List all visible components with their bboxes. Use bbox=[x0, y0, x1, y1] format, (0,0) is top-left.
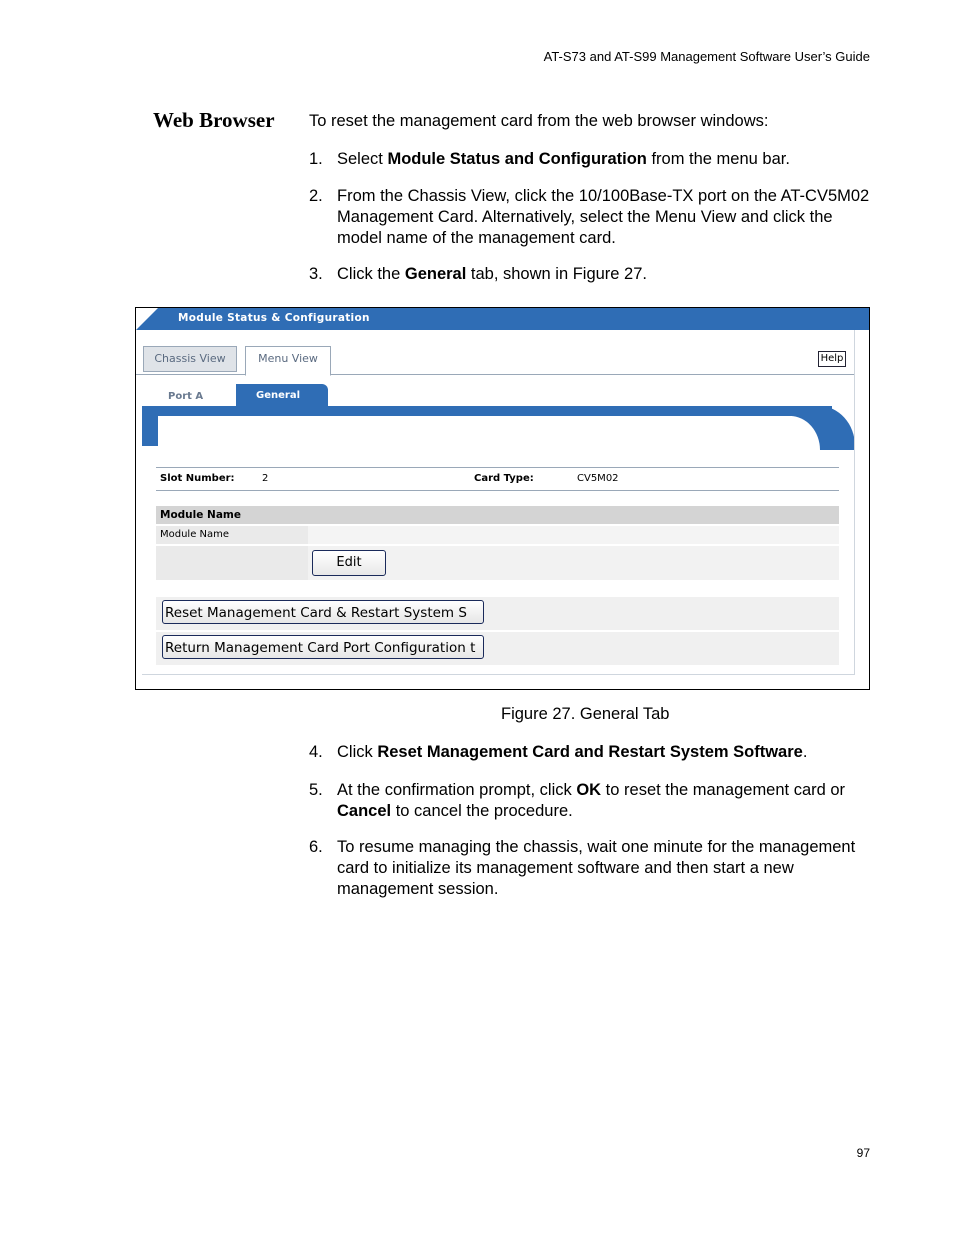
module-name-header: Module Name bbox=[156, 506, 839, 524]
figure-caption: Figure 27. General Tab bbox=[501, 705, 670, 723]
tab-general-label: General bbox=[256, 390, 300, 401]
module-name-row bbox=[156, 526, 839, 544]
title-bar bbox=[136, 308, 869, 330]
step-number: 4. bbox=[309, 743, 323, 761]
menu-view-tab[interactable]: Menu View bbox=[245, 346, 331, 376]
panel-right-border bbox=[854, 330, 855, 675]
card-type-label: Card Type: bbox=[474, 473, 534, 484]
section-title: Web Browser bbox=[153, 108, 275, 132]
intro-text: To reset the management card from the web browser windows: bbox=[309, 112, 769, 130]
module-name-label: Module Name bbox=[160, 529, 230, 540]
tab-general[interactable] bbox=[236, 384, 328, 408]
step-5: 5. At the confirmation prompt, click OK to reset the management card or Cancel to cancel the procedure. bbox=[309, 781, 846, 820]
edit-button[interactable]: Edit bbox=[312, 550, 386, 576]
step-number: 2. bbox=[309, 187, 323, 205]
tab-panel-inner bbox=[158, 416, 792, 450]
chassis-view-tab[interactable]: Chassis View bbox=[143, 346, 237, 372]
card-info-row bbox=[156, 467, 839, 491]
card-type-value: CV5M02 bbox=[577, 473, 619, 484]
step-number: 6. bbox=[309, 838, 323, 856]
page-number: 97 bbox=[856, 1146, 870, 1160]
return-port-config-button[interactable]: Return Management Card Port Configuration t bbox=[162, 635, 484, 659]
slot-number-value: 2 bbox=[262, 473, 269, 484]
figure-general-tab bbox=[135, 307, 870, 690]
window-title: Module Status & Configuration bbox=[178, 312, 370, 324]
running-header: AT-S73 and AT-S99 Management Software User’s Guide bbox=[543, 49, 870, 64]
slot-number-label: Slot Number: bbox=[160, 473, 235, 484]
panel-bottom-border bbox=[142, 674, 854, 675]
step-number: 5. bbox=[309, 781, 323, 799]
step-3: 3. Click the General tab, shown in Figure 27. bbox=[309, 265, 647, 283]
module-name-value bbox=[308, 526, 839, 544]
step-1: 1. Select Module Status and Configuration from the menu bar. bbox=[309, 150, 790, 168]
step-number: 1. bbox=[309, 150, 323, 168]
help-button[interactable]: Help bbox=[818, 351, 846, 367]
step-6: 6. To resume managing the chassis, wait one minute for the management card to initialize its management software and then start a new management session. bbox=[309, 838, 856, 898]
tab-port-a[interactable]: Port A bbox=[168, 391, 204, 402]
view-tab-divider bbox=[136, 374, 854, 375]
step-2: 2. From the Chassis View, click the 10/100Base-TX port on the AT-CV5M02 Management Card. Alternatively, select the Menu View and click the model name of the management card. bbox=[309, 187, 870, 247]
step-4: 4. Click Reset Management Card and Restart System Software. bbox=[309, 743, 808, 761]
reset-management-card-button[interactable]: Reset Management Card & Restart System S bbox=[162, 600, 484, 624]
edit-row bbox=[156, 546, 839, 580]
step-number: 3. bbox=[309, 265, 323, 283]
